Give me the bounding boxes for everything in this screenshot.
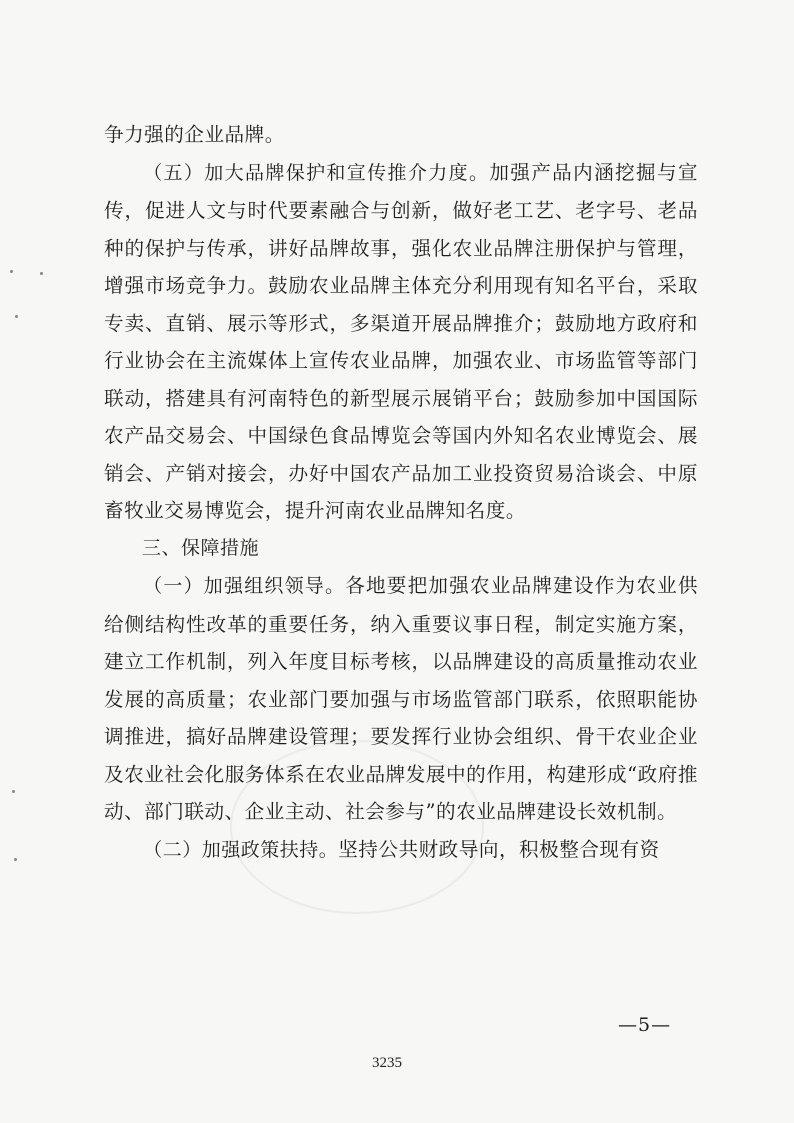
paragraph-brand-promotion	[104, 154, 698, 530]
paragraph-text: 各地要把加强农业品牌建设作为农业供给侧结构性改革的重要任务，纳入重要议事日程，制定实施方案，建立工作机制，列入年度目标考核，以品牌建设的高质量推动农业发展的高质量；农业部门要加强与市场监管部门联系，依照职能协调推进，搞好品牌建设管理；要发挥行业协会组织、骨干农业企业及农业社会化服务体系在农业品牌发展中的作用，构建形成“政府推动、部门联动、企业主动、社会参与”的农业品牌建设长效机制。	[104, 574, 698, 823]
scan-speck	[14, 858, 17, 861]
paragraph-organization	[104, 567, 698, 831]
scan-speck	[40, 272, 43, 275]
body-text	[104, 116, 698, 869]
paragraph-text: 坚持公共财政导向，积极整合现有资	[338, 837, 660, 861]
paragraph-lead: （一）加强组织领导。	[143, 575, 346, 597]
paragraph-lead: （五）加大品牌保护和宣传推介力度。	[143, 161, 490, 184]
page-number: —5—	[618, 1014, 672, 1036]
scan-speck	[10, 270, 13, 273]
scan-speck	[15, 315, 18, 318]
paragraph-text: 争力强的企业品牌。	[104, 123, 285, 146]
scan-speck	[12, 790, 15, 793]
paragraph-continuation	[104, 116, 698, 154]
paragraph-lead: （二）加强政策扶持。	[143, 838, 339, 861]
paragraph-policy-support	[104, 831, 698, 870]
paragraph-text: 加强产品内涵挖掘与宣传，促进人文与时代要素融合与创新，做好老工艺、老字号、老品种的保护与传承，讲好品牌故事，强化农业品牌注册保护与管理，增强市场竞争力。鼓励农业品牌主体充分利用现有知名平台，采取专卖、直销、展示等形式，多渠道开展品牌推介；鼓励地方政府和行业协会在主流媒体上宣传农业品牌，加强农业、市场监管等部门联动，搭建具有河南特色的新型展示展销平台；鼓励参加中国国际农产品交易会、中国绿色食品博览会等国内外知名农业博览会、展销会、产销对接会，办好中国农产品加工业投资贸易洽谈会、中原畜牧业交易博览会，提升河南农业品牌知名度。	[104, 160, 698, 522]
section-heading-text: 三、保障措施	[142, 536, 260, 559]
stamp-number: 3235	[372, 1055, 402, 1071]
section-heading	[104, 530, 698, 568]
